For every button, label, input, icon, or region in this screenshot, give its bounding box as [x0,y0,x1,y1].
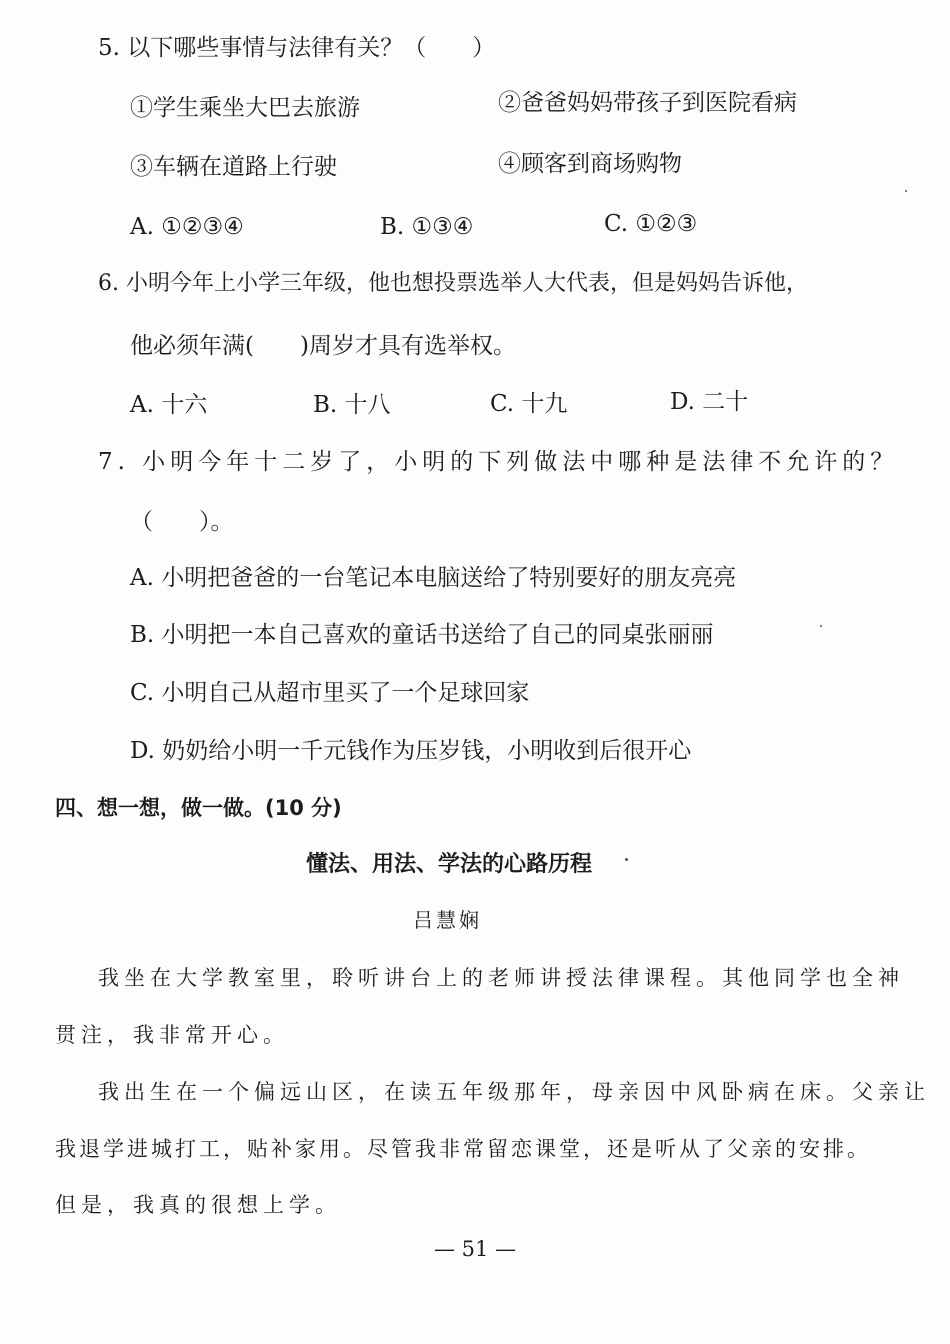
q6-choice-a: A. 十六 [130,392,208,418]
q7-stem-line-2: （ ）。 [130,509,234,535]
page-number: — 51 — [433,1237,517,1261]
q7-choice-b: B. 小明把一本自己喜欢的童话书送给了自己的同桌张丽丽 [130,622,714,648]
q5-choice-a: A. ①②③④ [130,214,244,240]
q5-choice-b: B. ①③④ [380,214,474,240]
article-title: 懂法、用法、学法的心路历程 [306,852,593,877]
q5-option-3: ③车辆在道路上行驶 [130,154,337,180]
article-author: 吕慧娴 [413,908,482,932]
section-heading: 四、想一想，做一做。(10 分) [55,796,342,820]
q6-choice-c: C. 十九 [490,391,568,417]
q5-stem: 5. 以下哪些事情与法律有关？（ ） [98,35,496,61]
q6-choice-d: D. 二十 [670,389,749,415]
q7-stem-line-1: 7. 小明今年十二岁了，小明的下列做法中哪种是法律不允许的？ [98,449,899,475]
q6-stem-line-2: 他必须年满( )周岁才具有选举权。 [130,333,516,359]
scan-speck [905,190,907,192]
q6-stem-line-1: 6. 小明今年上小学三年级，他也想投票选举人大代表，但是妈妈告诉他， [98,271,808,296]
q7-choice-c: C. 小明自己从超市里买了一个足球回家 [130,680,530,706]
q5-option-1: ①学生乘坐大巴去旅游 [130,95,360,121]
paragraph-2-line-1: 我出生在一个偏远山区，在读五年级那年，母亲因中风卧病在床。父亲让 [98,1080,930,1104]
q6-choice-b: B. 十八 [313,392,391,418]
q7-choice-a: A. 小明把爸爸的一台笔记本电脑送给了特别要好的朋友亮亮 [130,565,737,591]
scan-speck [625,858,628,861]
q7-choice-d: D. 奶奶给小明一千元钱作为压岁钱，小明收到后很开心 [130,738,692,764]
scan-speck [820,625,822,627]
q5-option-2: ②爸爸妈妈带孩子到医院看病 [498,90,797,116]
paragraph-1-line-1: 我坐在大学教室里，聆听讲台上的老师讲授法律课程。其他同学也全神 [98,966,904,990]
q5-option-4: ④顾客到商场购物 [498,151,682,177]
q5-choice-c: C. ①②③ [604,211,698,237]
paragraph-1-line-2: 贯注，我非常开心。 [55,1023,289,1047]
paragraph-2-line-2: 我退学进城打工，贴补家用。尽管我非常留恋课堂，还是听从了父亲的安排。 [55,1137,871,1161]
paragraph-2-line-3: 但是，我真的很想上学。 [55,1193,341,1217]
